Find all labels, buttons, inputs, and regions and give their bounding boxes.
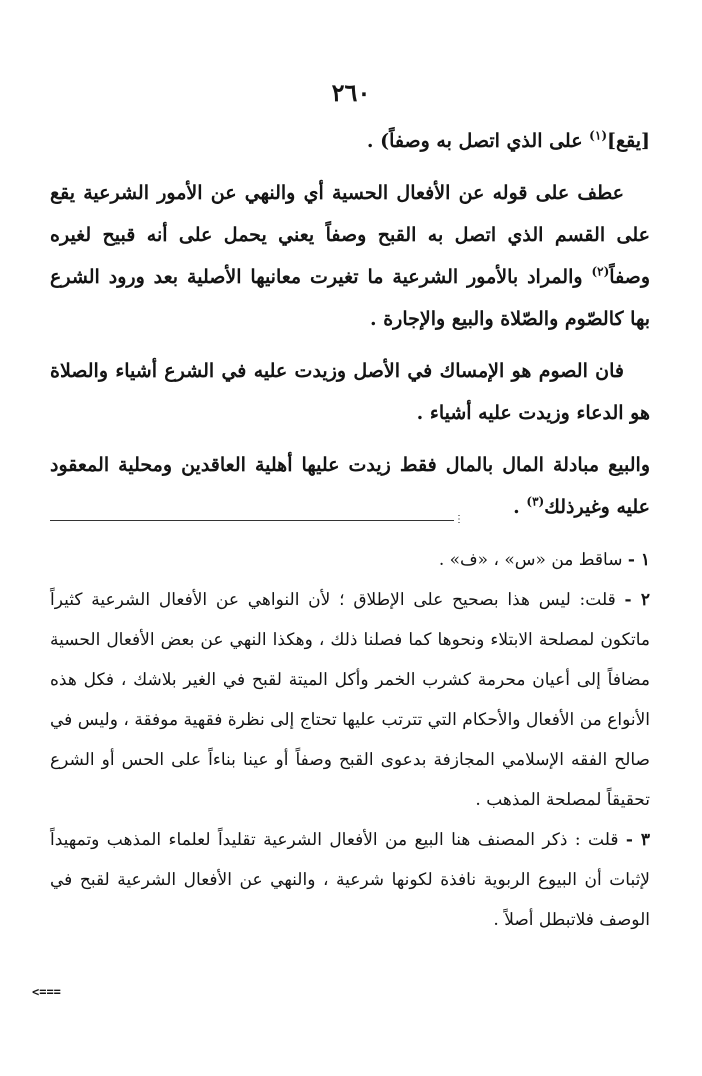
footnote-3 <box>50 820 650 940</box>
footnote-number: ٢ - <box>624 590 650 610</box>
footnote-number: ١ - <box>627 550 650 570</box>
paragraph-1 <box>50 120 650 162</box>
continuation-mark: <=== <box>32 985 61 999</box>
footnotes <box>50 540 650 940</box>
p1-part1: [يقع] <box>607 130 650 152</box>
footnote-1 <box>50 540 650 580</box>
paragraph-4 <box>50 444 650 528</box>
footnote-ref-3[interactable]: (٣) <box>526 494 545 509</box>
footnote-ref-1[interactable]: (١) <box>589 128 607 143</box>
footnote-2 <box>50 580 650 820</box>
p1-part2: على الذي اتصل به وصفاً) . <box>366 130 590 152</box>
p4-part2: . <box>513 496 527 518</box>
p2-part1: عطف على قوله عن الأفعال الحسية أي والنهي عن الأمور الشرعية يقع على القسم الذي اتصل به القبح وصفاً يعني يحمل على أنه قبيح لغيره وصفاً <box>50 182 650 288</box>
paragraph-3: فان الصوم هو الإمساك في الأصل وزيدت عليه في الشرع أشياء والصلاة هو الدعاء وزيدت عليه أشياء . <box>50 360 650 424</box>
p2-part2: والمراد بالأمور الشرعية ما تغيرت معانيها الأصلية بعد ورود الشرع بها كالصّوم والصّلاة والبيع والإجارة . <box>50 266 650 330</box>
footnote-text: ساقط من «س» ، «ف» . <box>438 550 623 570</box>
footnote-ref-2[interactable]: (٢) <box>591 264 610 279</box>
separator-mark: ⋮ <box>454 514 464 525</box>
footnote-text: قلت : ذكر المصنف هنا البيع من الأفعال الشرعية تقليداً لعلماء المذهب وتمهيداً لإثبات أن البيوع الربوية نافذة لكونها شرعية ، والنهي عن الأفعال الشرعية لقبح في الوصف فلاتبطل أصلاً . <box>50 830 650 930</box>
paragraph-2 <box>50 172 650 340</box>
page-number: ٢٦٠ <box>331 78 371 107</box>
footnote-text: قلت: ليس هذا بصحيح على الإطلاق ؛ لأن النواهي عن الأفعال الشرعية كثيراً ماتكون لمصلحة الابتلاء ونحوها كما فصلنا ذلك ، وهكذا النهي عن بعض الأفعال الحسية مضافاً إلى أعيان محرمة كشرب الخمر وأكل الميتة لقبح في الغير بلاشك ، فكل هذه الأنواع من الأفعال والأحكام التي تترتب عليها تحتاج إلى نظرة فقهية موفقة ، وليس في صالح الفقه الإسلامي المجازفة بدعوى القبح وصفاً أو عينا بناءاً على الحس أو الشرع تحقيقاً لمصلحة المذهب . <box>50 590 650 810</box>
p4-part1: والبيع مبادلة المال بالمال فقط زيدت عليها أهلية العاقدين ومحلية المعقود عليه وغيرذلك <box>50 454 650 518</box>
footnote-number: ٣ - <box>625 830 650 850</box>
main-text <box>50 120 650 538</box>
footnote-separator <box>50 520 454 521</box>
